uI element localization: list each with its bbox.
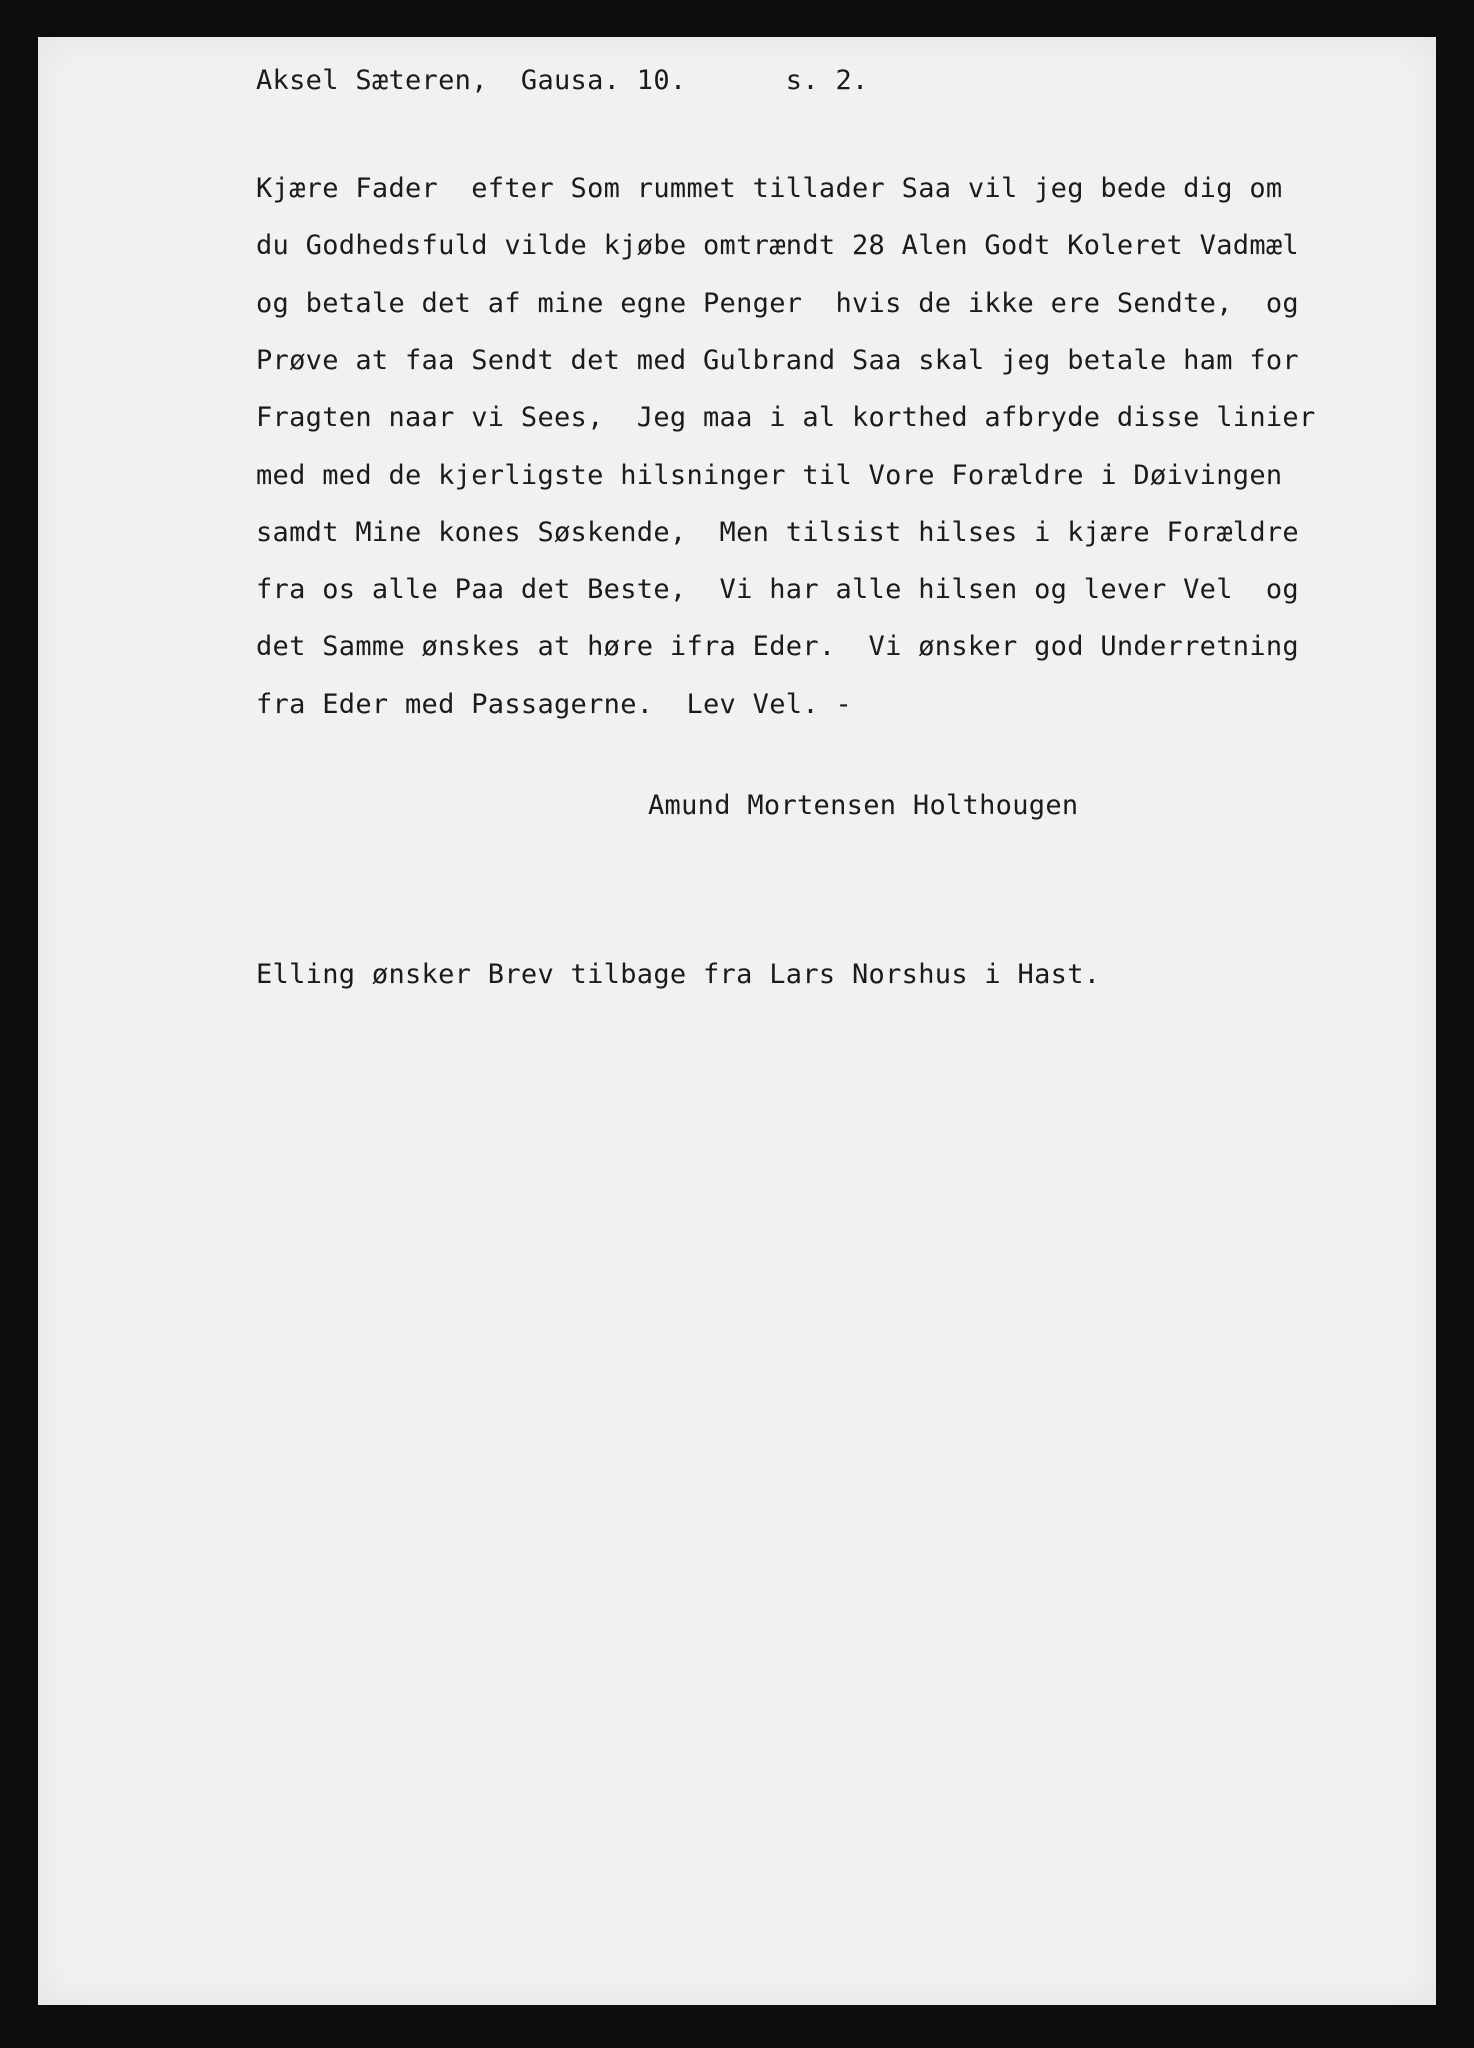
letter-line: fra os alle Paa det Beste, Vi har alle hilsen og lever Vel og bbox=[256, 574, 1299, 605]
postscript: Elling ønsker Brev tilbage fra Lars Norshus i Hast. bbox=[256, 959, 1101, 990]
letter-line: du Godhedsfuld vilde kjøbe omtrændt 28 Alen Godt Koleret Vadmæl bbox=[256, 230, 1299, 261]
letter-line: Fragten naar vi Sees, Jeg maa i al korthed afbryde disse linier bbox=[256, 402, 1316, 433]
letter-line: med med de kjerligste hilsninger til Vore Forældre i Døivingen bbox=[256, 460, 1283, 491]
signature: Amund Mortensen Holthougen bbox=[648, 790, 1079, 821]
letter-line: og betale det af mine egne Penger hvis de ikke ere Sendte, og bbox=[256, 288, 1299, 319]
page-header: Aksel Sæteren, Gausa. 10. s. 2. bbox=[256, 65, 869, 96]
letter-line: fra Eder med Passagerne. Lev Vel. - bbox=[256, 689, 852, 720]
letter-line: samdt Mine kones Søskende, Men tilsist hilses i kjære Forældre bbox=[256, 517, 1299, 548]
letter-line: Prøve at faa Sendt det med Gulbrand Saa skal jeg betale ham for bbox=[256, 345, 1299, 376]
letter-line: Kjære Fader efter Som rummet tillader Saa vil jeg bede dig om bbox=[256, 173, 1283, 204]
typewritten-page bbox=[38, 37, 1436, 2005]
letter-line: det Samme ønskes at høre ifra Eder. Vi ønsker god Underretning bbox=[256, 631, 1299, 662]
